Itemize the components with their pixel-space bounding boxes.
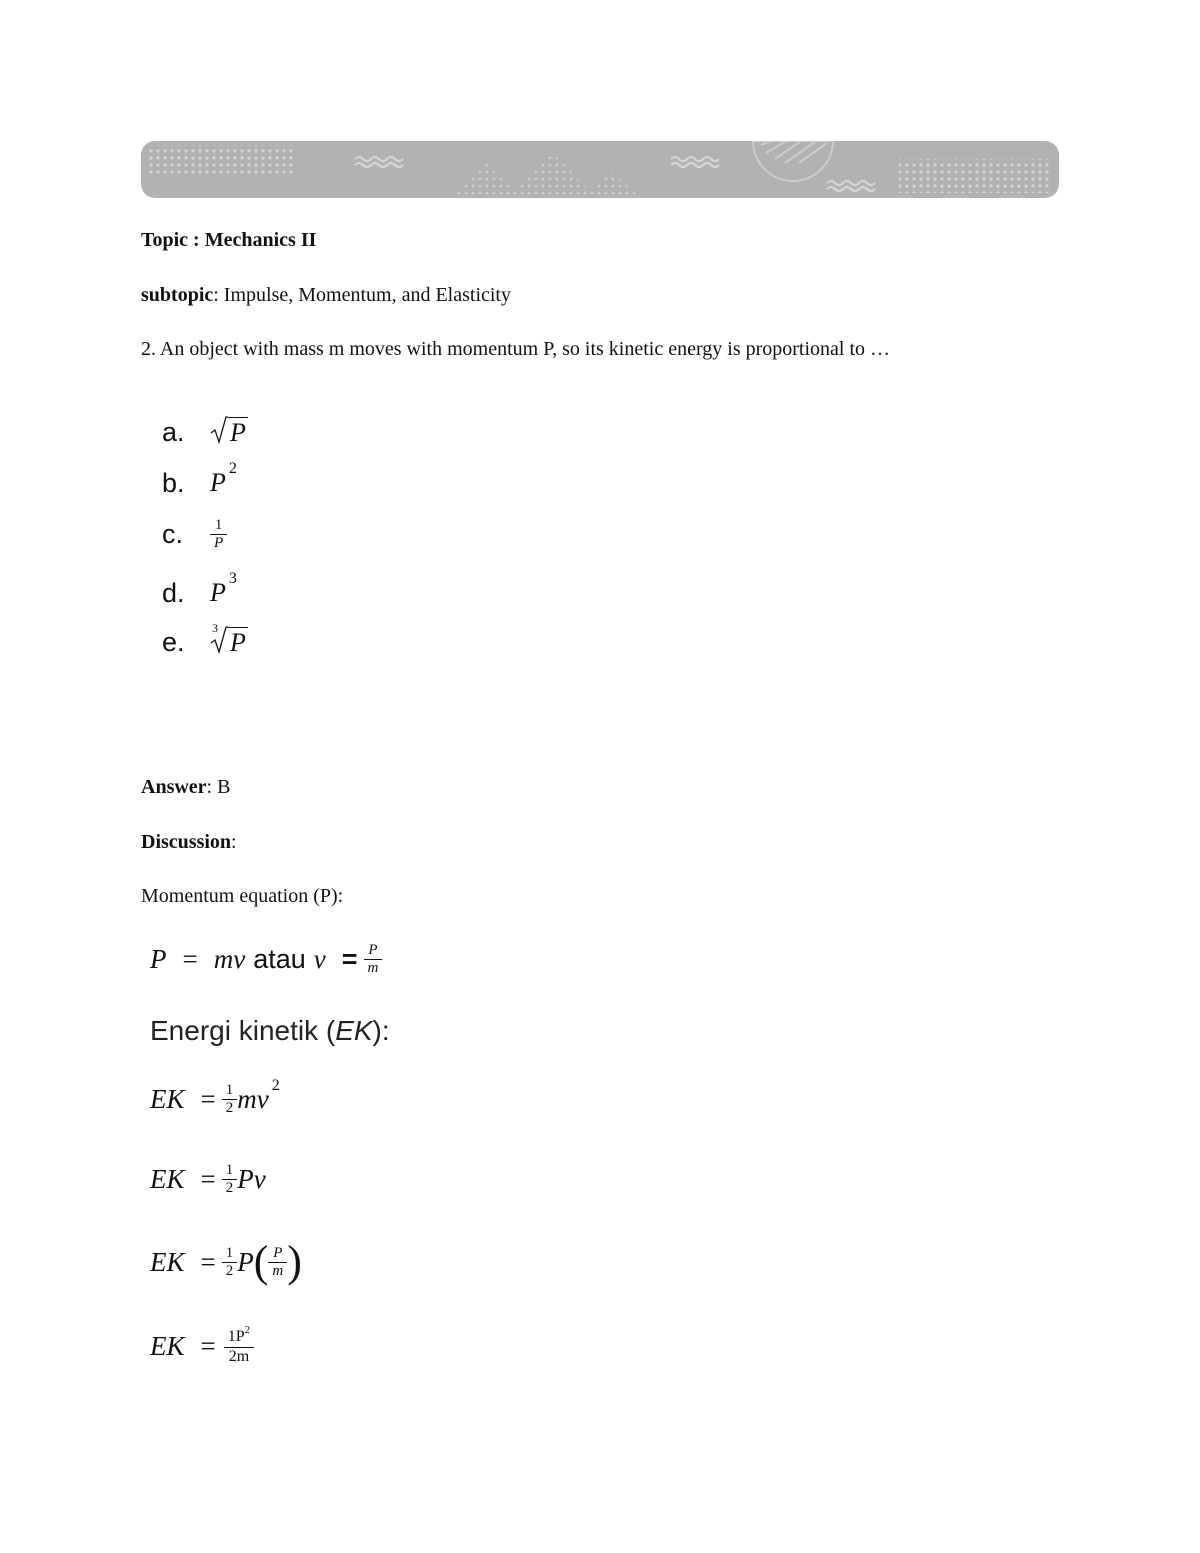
- subtopic-label: subtopic: [141, 284, 214, 306]
- decorative-banner: [141, 141, 1059, 198]
- option-value: P: [230, 417, 246, 447]
- option-b: [162, 460, 237, 503]
- sqrt-icon: [210, 415, 228, 450]
- momentum-intro: Momentum equation (P):: [141, 885, 344, 907]
- option-letter: b.: [162, 467, 185, 498]
- discussion-heading: Discussion:: [141, 831, 237, 853]
- topic-heading: [141, 228, 316, 252]
- discussion-label: Discussion: [141, 831, 232, 853]
- fraction: $\frac{1}{2}$: [222, 1082, 238, 1117]
- option-a: [162, 412, 248, 452]
- option-value: P: [210, 578, 226, 607]
- banner-pattern: [141, 141, 1059, 198]
- ek-step-4: EK = $\frac{1P^2}{2m}$: [150, 1328, 254, 1365]
- fraction: $\frac{1}{2}$: [222, 1245, 238, 1280]
- topic-label: Topic : Mechanics II: [141, 229, 317, 251]
- fraction-denominator: P: [214, 534, 224, 551]
- ek-step-2: EK = $\frac{1}{2}$ Pv: [150, 1162, 266, 1196]
- option-exponent: 3: [228, 570, 237, 587]
- ek-step-3: EK = $\frac{1}{2}$ P ( $\frac{P}{m}$ ): [150, 1237, 302, 1286]
- fraction: $\frac{P}{m}$: [268, 1245, 287, 1280]
- subtopic-value: : Impulse, Momentum, and Elasticity: [213, 284, 511, 306]
- option-d: [162, 570, 237, 613]
- fraction: $\frac{P}{m}$: [364, 942, 383, 977]
- root-index: 3: [212, 620, 218, 635]
- option-letter: c.: [162, 518, 184, 549]
- answer-label: Answer: [141, 776, 207, 798]
- ek-step-1: EK = $\frac{1}{2}$ mv 2: [150, 1076, 280, 1116]
- option-c: [162, 514, 227, 554]
- right-paren-icon: ): [287, 1237, 302, 1286]
- fraction: [210, 517, 227, 552]
- option-value: P: [230, 627, 246, 657]
- answer-line: [141, 775, 230, 799]
- option-letter: a.: [162, 416, 185, 447]
- fraction: $\frac{1}{2}$: [222, 1162, 238, 1197]
- option-letter: e.: [162, 626, 185, 657]
- left-paren-icon: (: [253, 1237, 269, 1286]
- option-exponent: 2: [228, 460, 237, 477]
- option-value: P: [210, 468, 226, 497]
- answer-value: : B: [206, 776, 231, 798]
- subtopic-line: [141, 283, 511, 307]
- fraction-numerator: 1: [214, 516, 223, 533]
- option-e: [162, 622, 248, 662]
- momentum-equation: P = mv atau v = $\frac{P}{m}$: [150, 942, 382, 977]
- cube-root-icon: [210, 620, 228, 660]
- fraction: $\frac{1P^2}{2m}$: [224, 1328, 254, 1365]
- question-text: 2. An object with mass m moves with momentum P, so its kinetic energy is proportional to …: [141, 338, 891, 360]
- option-letter: d.: [162, 577, 185, 608]
- kinetic-energy-heading: Energi kinetik (EK):: [150, 1015, 390, 1046]
